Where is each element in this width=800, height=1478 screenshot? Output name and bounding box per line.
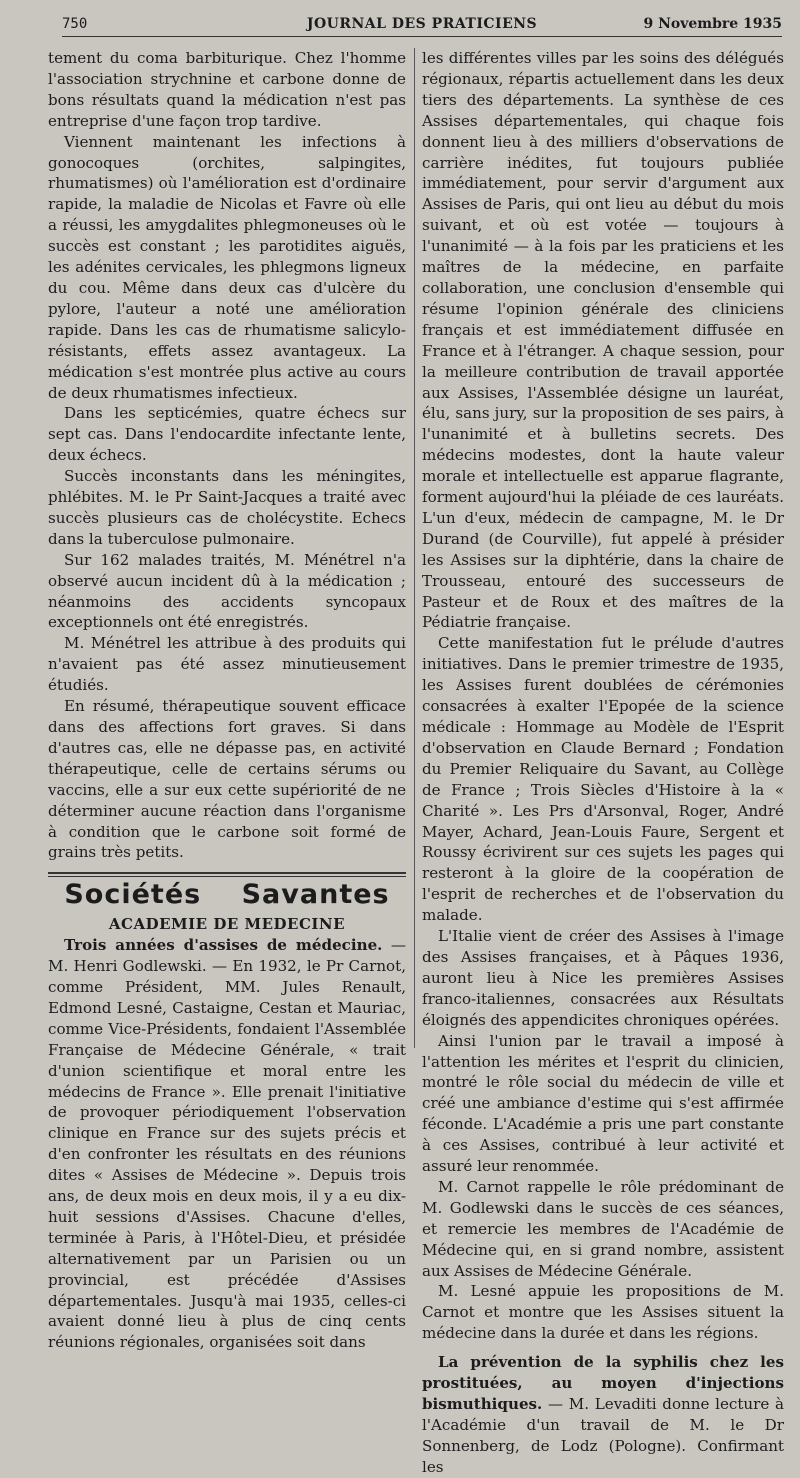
subsection-heading: ACADEMIE DE MEDECINE	[108, 915, 346, 934]
section-rule-thin	[48, 876, 406, 877]
section-rule	[48, 872, 406, 874]
section-heading: Sociétés Savantes	[64, 879, 390, 911]
journal-title: JOURNAL DES PRATICIENS	[306, 16, 538, 32]
article-paragraph	[422, 1352, 784, 1477]
page-number: 750	[62, 16, 88, 32]
running-header	[62, 14, 782, 37]
article-title: Trois années d'assises de médecine.	[64, 936, 383, 955]
column-divider	[414, 48, 415, 1048]
article-body: — M. Henri Godlewski. — En 1932, le Pr Carnot, comme Président, MM. Jules Renault, Edmond Lesné, Castaigne, Cestan et Mauriac, comme Vice-Présidents, fondaient l'Assemblée Française de Médecine Générale, « trait d'union scientifique et moral entre les médecins de France ». Elle prenait l'initiative de provoquer périodiquement l'observation clinique en France sur des sujets précis et d'en confronter les résultats en des réunions dites « Assises de Médecine ». Depuis trois ans, de deux mois en deux mois, il y a eu dix-huit sessions d'Assises. Chacune d'elles, terminée à Paris, à l'Hôtel-Dieu, et présidée alternativement par un Parisien ou un provincial, est précédée d'Assises départementales. Jusqu'à mai 1935, celles-ci avaient donné lieu à plus de cinq cents réunions régionales, organisées soit dans	[48, 936, 406, 1352]
paragraph: Sur 162 malades traités, M. Ménétrel n'a observé aucun incident dû à la médication ; néanmoins des accidents syncopaux exceptionnels ont été enregistrés.	[48, 550, 406, 632]
issue-date: 9 Novembre 1935	[643, 16, 782, 32]
paragraph: tement du coma barbiturique. Chez l'homme l'association strychnine et carbone donne de bons résultats quand la médication n'est pas entreprise d'une façon trop tardive.	[48, 49, 406, 130]
paragraph: En résumé, thérapeutique souvent efficace dans des affections fort graves. Si dans d'autres cas, elle ne dépasse pas, en activité thérapeutique, celle de certains sérums ou vaccins, elle a sur eux cette supériorité de ne déterminer aucune réaction dans l'organisme à condition que le carbone soit formé de grains très petits.	[48, 697, 406, 862]
article-paragraph	[48, 935, 406, 1353]
paragraph: L'Italie vient de créer des Assises à l'image des Assises françaises, et à Pâques 1936, auront lieu à Nice les premières Assises franco-italiennes, consacrées aux Résultats éloignés des appendicites chroniques opérées.	[422, 927, 784, 1029]
right-column	[422, 48, 784, 1478]
paragraph: Ainsi l'union par le travail a imposé à l'attention les mérites et l'esprit du clinicien, montré le rôle social du médecin de ville et créé une ambiance d'estime qui s'est affirmée féconde. L'Académie a pris une part constante à ces Assises, contribué à leur activité et assuré leur renommée.	[422, 1031, 784, 1176]
paragraph: M. Ménétrel les attribue à des produits qui n'avaient pas été assez minutieusement étudiés.	[48, 634, 406, 695]
article-body: — M. Levaditi donne lecture à l'Académie d'un travail de M. le Dr Sonnenberg, de Lodz (Pologne). Confirmant les	[422, 1395, 784, 1476]
paragraph: Succès inconstants dans les méningites, phlébites. M. le Pr Saint-Jacques a traité avec succès plusieurs cas de cholécystite. Echecs dans la tuberculose pulmonaire.	[48, 467, 406, 548]
paragraph: les différentes villes par les soins des délégués régionaux, répartis actuellement dans les deux tiers des départements. La synthèse de ces Assises départementales, qui chaque fois donnent lieu à des milliers d'observations de carrière inédites, fut toujours publiée immédiatement, pour servir d'argument aux Assises de Paris, qui ont lieu au début du mois suivant, et où est votée — toujours à l'unanimité — à la fois par les praticiens et les maîtres de la médecine, en parfaite collaboration, une conclusion d'ensemble qui résume l'opinion générale des cliniciens français et est immédiatement diffusée en France et à l'étranger. A chaque session, pour la meilleure contribution de travail apportée aux Assises, l'Assemblée désigne un lauréat, élu, sans jury, sur la proposition de ses pairs, à l'unanimité et à bulletins secrets. Des médecins modestes, dont la haute valeur morale et intellectuelle est apparue flagrante, forment aujourd'hui la pléiade de ces lauréats. L'un d'eux, médecin de campagne, M. le Dr Durand (de Courville), fut appelé à présider les Assises sur la diphtérie, dans la chaire de Trousseau, entouré des successeurs de Pasteur et de Roux et des maîtres de la Pédiatrie française.	[422, 49, 784, 632]
paragraph: Cette manifestation fut le prélude d'autres initiatives. Dans le premier trimestre de 1935, les Assises furent doublées de cérémonies consacrées à exalter l'Epopée de la science médicale : Hommage au Modèle de l'Esprit d'observation en Claude Bernard ; Fondation du Premier Reliquaire du Savant, au Collège de France ; Trois Siècles d'Histoire à la « Charité ». Les Prs d'Arsonval, Roger, André Mayer, Achard, Jean-Louis Faure, Sergent et Roussy écrivirent sur ces sujets les pages qui resteront à la gloire de la coopération de l'esprit de recherches et de l'observation du malade.	[422, 634, 784, 925]
paragraph: M. Lesné appuie les propositions de M. Carnot et montre que les Assises situent la médecine dans la durée et dans les régions.	[422, 1282, 784, 1343]
paragraph: Viennent maintenant les infections à gonocoques (orchites, salpingites, rhumatismes) où l'amélioration est d'ordinaire rapide, la maladie de Nicolas et Favre où elle a réussi, les amygdalites phlegmoneuses où le succès est constant ; les parotidites aiguës, les adénites cervicales, les phlegmons ligneux du cou. Même dans deux cas d'ulcère du pylore, l'auteur a noté une amélioration rapide. Dans les cas de rhumatisme salicylo-résistants, effets assez avantageux. La médication s'est montrée plus active au cours de deux rhumatismes infectieux.	[48, 132, 406, 402]
article-title: La prévention de la syphilis chez les prostituées, au moyen d'injections bismuthiques.	[422, 1353, 784, 1413]
paragraph: M. Carnot rappelle le rôle prédominant de M. Godlewski dans le succès de ces séances, et remercie les membres de l'Académie de Médecine qui, en si grand nombre, assistent aux Assises de Médecine Générale.	[422, 1177, 784, 1280]
paragraph: Dans les septicémies, quatre échecs sur sept cas. Dans l'endocardite infectante lente, deux échecs.	[48, 404, 406, 465]
left-column	[48, 48, 406, 1353]
